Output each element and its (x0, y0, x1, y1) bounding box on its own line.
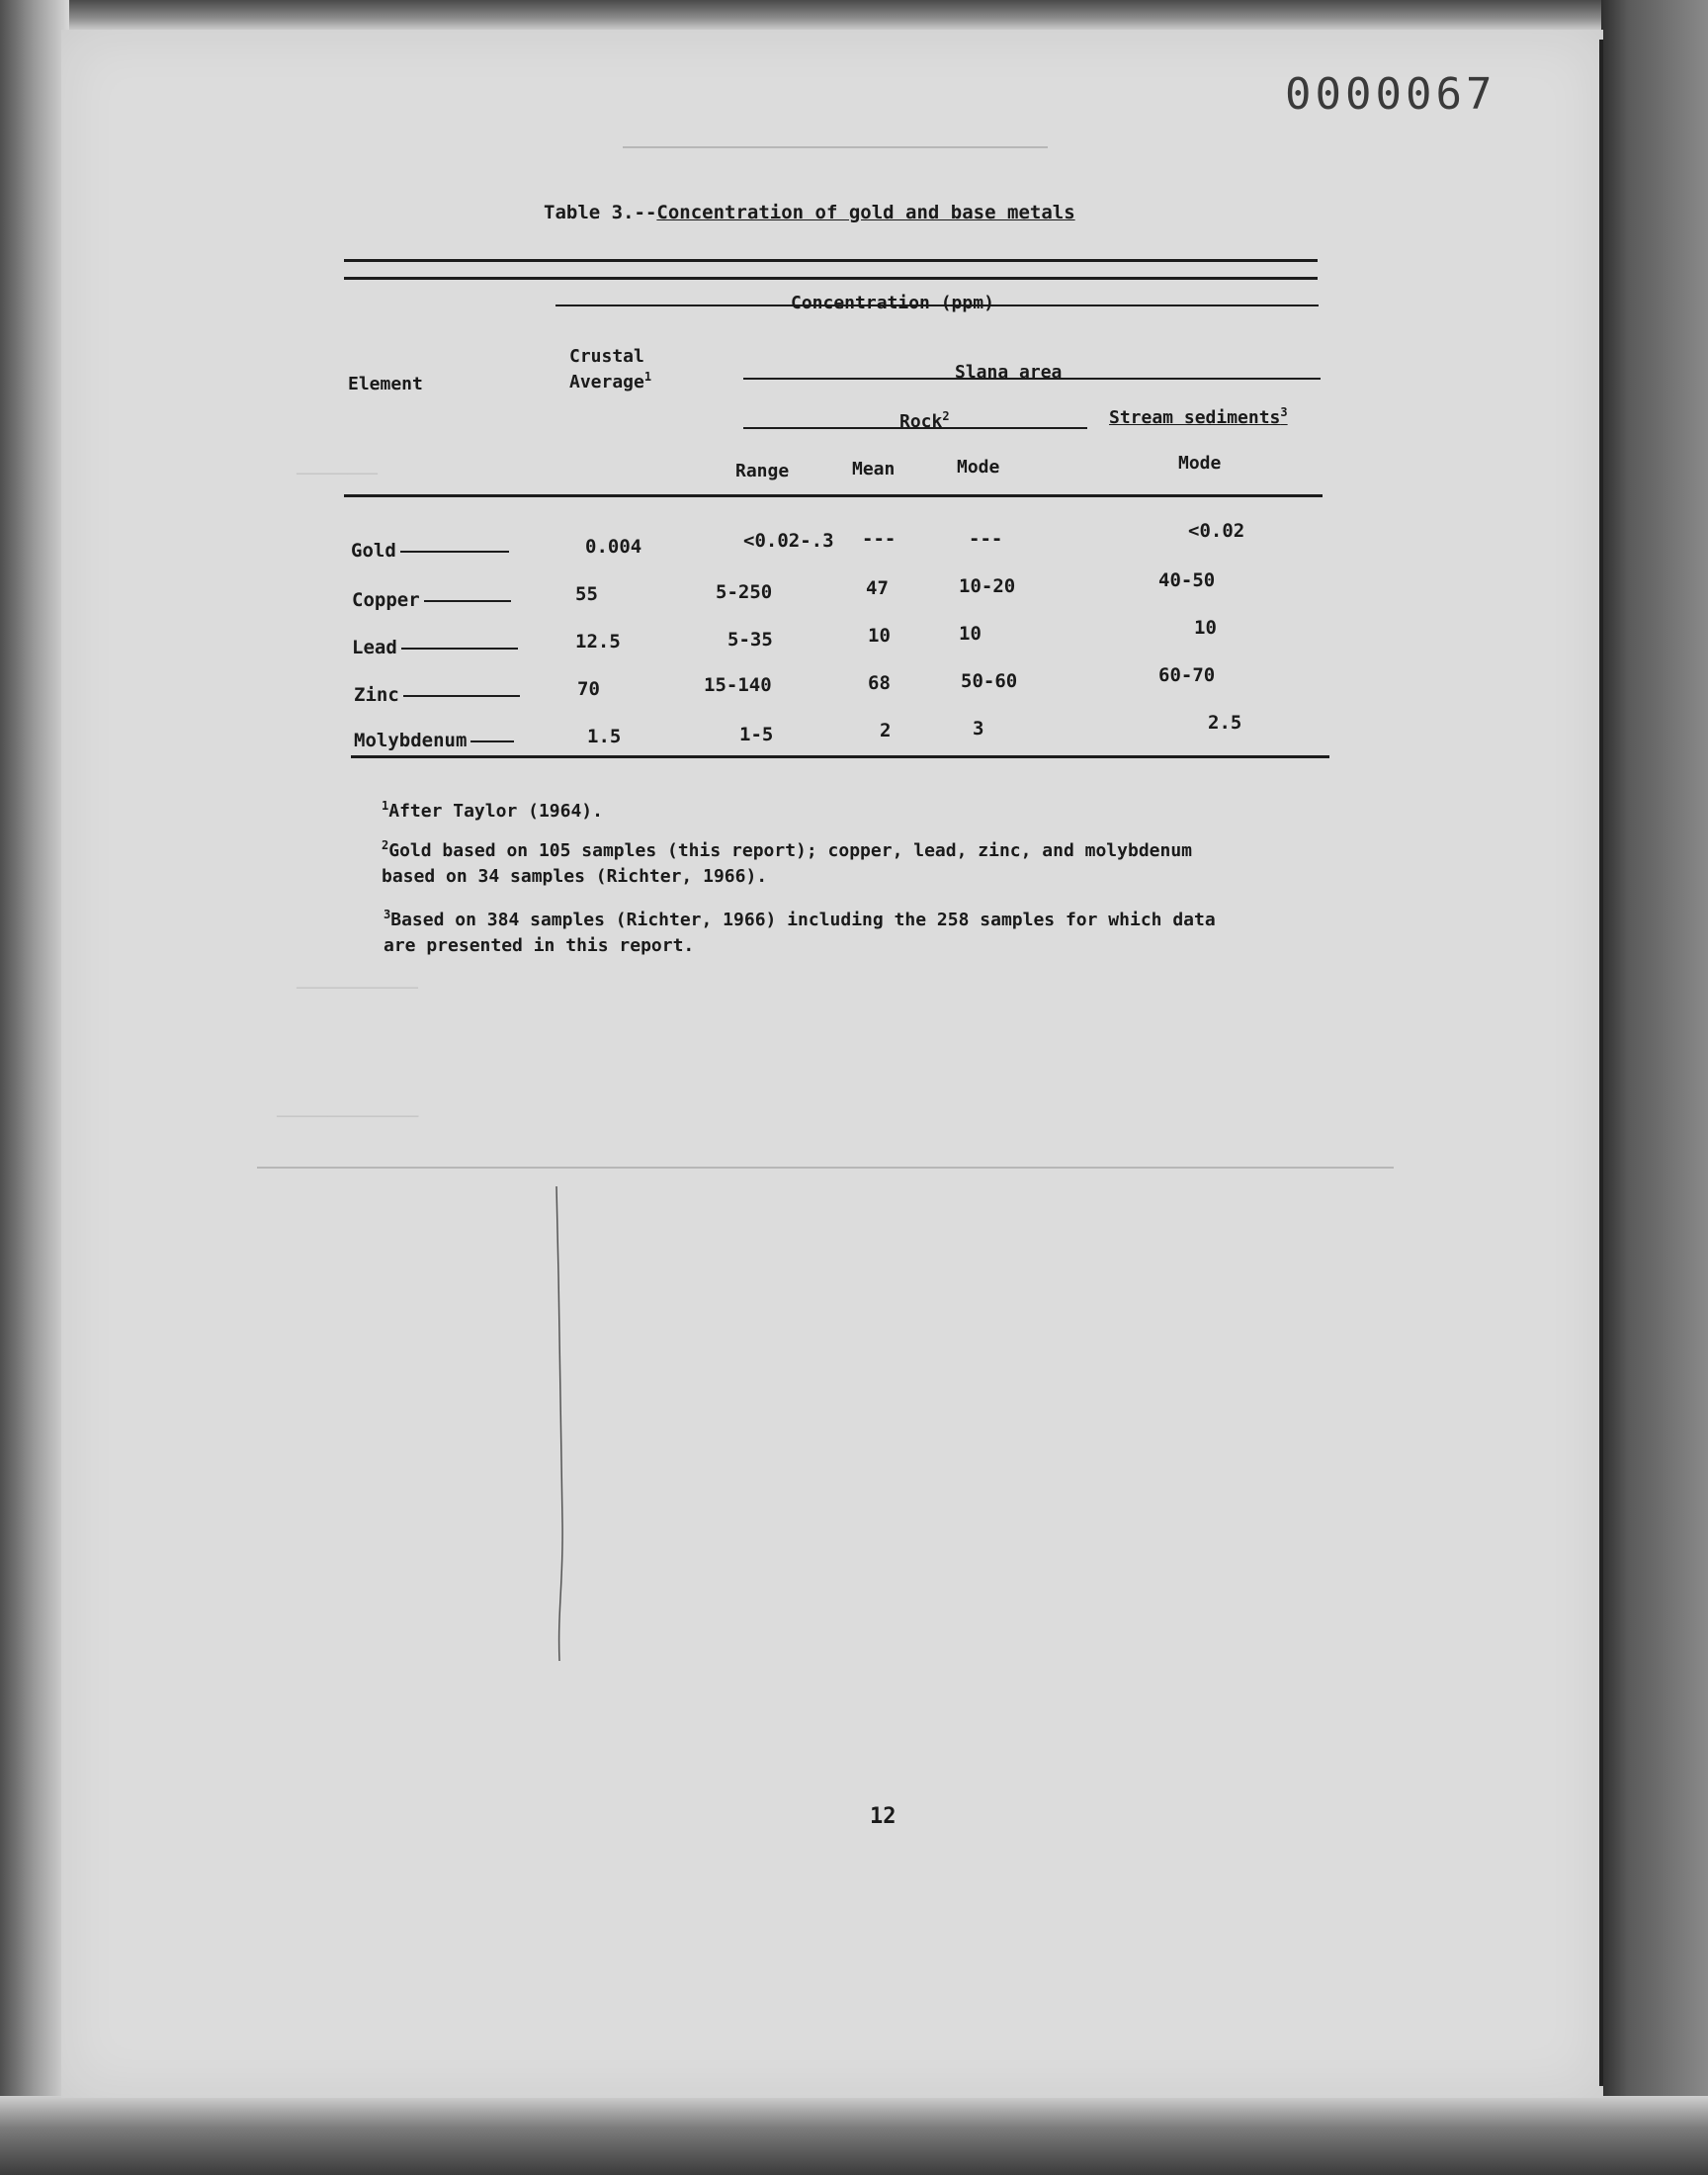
stream-mode-value: 60-70 (1158, 664, 1216, 686)
stream-mode-value: <0.02 (1188, 520, 1245, 542)
table-title-text: Concentration of gold and base metals (656, 202, 1075, 223)
crustal-average-value: 12.5 (575, 631, 621, 652)
mode-header: Mode (957, 457, 1000, 478)
table-title (544, 202, 1075, 223)
rock-mean-value: 2 (880, 720, 892, 741)
document-page (61, 30, 1603, 2098)
scan-border-bottom (0, 2096, 1708, 2175)
table-top-rule (344, 259, 1318, 262)
scan-border-top (0, 0, 1708, 30)
rock-mean-value: 68 (868, 672, 891, 694)
footnote-ref-1: 1 (643, 370, 652, 384)
rock-mode-value: --- (969, 528, 1003, 550)
range-header: Range (735, 461, 790, 481)
leader-dash (424, 600, 511, 602)
rock-header: Rock$^2$ (899, 409, 950, 432)
rock-range-value: 1-5 (739, 724, 774, 745)
page-number: 12 (870, 1804, 897, 1829)
leader-dash (470, 740, 514, 742)
rock-range-value: 15-140 (704, 674, 772, 696)
bleed-through-mark: ──────────── (297, 979, 418, 999)
rock-range-value: <0.02-.3 (743, 530, 834, 552)
page-edge-line (1599, 40, 1603, 2086)
rock-mode-value: 50-60 (961, 670, 1018, 692)
rock-range-value: 5-250 (716, 581, 773, 603)
concentration-header: Concentration (ppm) (791, 293, 994, 313)
element-name: Molybdenum (354, 730, 514, 751)
footnote-ref-2: 2 (942, 409, 950, 423)
bleed-through-mark: ────────────── (277, 1107, 419, 1127)
rock-mean-value: 10 (868, 625, 891, 647)
rock-mode-value: 10-20 (959, 575, 1016, 597)
stream-mode-value: 2.5 (1208, 712, 1242, 734)
crustal-average-value: 1.5 (587, 726, 622, 747)
element-name: Lead (352, 637, 518, 658)
footnote-ref-3: 3 (1280, 405, 1288, 419)
crustal-average-value: 70 (577, 678, 600, 700)
footnote-line: are presented in this report. (384, 935, 695, 956)
bleed-through-line (257, 1167, 1394, 1169)
average-header: Average$^1$ (569, 370, 652, 392)
rock-mean-value: 47 (866, 577, 889, 599)
stream-mode-header: Mode (1178, 453, 1222, 474)
rock-range-value: 5-35 (727, 629, 773, 651)
crustal-average-value: 55 (575, 583, 598, 605)
pen-stroke-mark (554, 1186, 565, 1661)
footnote-1: $^1$After Taylor (1964). (382, 799, 603, 822)
stream-sediments-header: Stream sediments$^3$ (1109, 405, 1288, 428)
stream-mode-value: 40-50 (1158, 569, 1216, 591)
footnote-mark: 1 (382, 799, 389, 813)
footnote-mark: 2 (382, 838, 389, 852)
stream-mode-value: 10 (1194, 617, 1217, 639)
footnote-2 (382, 832, 1192, 890)
footnote-line: $^2$Gold based on 105 samples (this report); copper, lead, zinc, and molybdenum (382, 838, 1193, 861)
table-bottom-rule (351, 755, 1329, 758)
footnote-mark: 3 (384, 908, 391, 921)
document-number: 0000067 (1285, 69, 1496, 120)
crustal-header: Crustal (569, 346, 644, 367)
rock-mean-value: --- (862, 528, 897, 550)
mean-header: Mean (852, 459, 896, 479)
bleed-through-mark: ──────── (297, 465, 378, 484)
footnote-line: $^3$Based on 384 samples (Richter, 1966) including the 258 samples for which data (384, 908, 1216, 930)
rock-mode-value: 10 (959, 623, 982, 645)
slana-area-header: Slana area (955, 362, 1063, 383)
scan-border-left (0, 0, 69, 2175)
element-header: Element (348, 374, 423, 394)
footnote-3 (384, 902, 1216, 959)
leader-dash (401, 648, 518, 650)
leader-dash (403, 695, 520, 697)
crustal-average-value: 0.004 (585, 536, 642, 558)
header-bottom-rule (344, 494, 1323, 497)
scan-border-right (1601, 0, 1708, 2175)
table-top-rule-inner (344, 277, 1318, 280)
bleed-through-line (623, 146, 1048, 148)
element-name: Copper (352, 589, 511, 611)
element-name: Gold (351, 540, 509, 562)
element-name: Zinc (354, 684, 520, 706)
rock-mode-value: 3 (973, 718, 984, 740)
leader-dash (400, 551, 509, 553)
footnote-line: based on 34 samples (Richter, 1966). (382, 866, 768, 887)
table-label: Table 3.-- (544, 202, 657, 223)
